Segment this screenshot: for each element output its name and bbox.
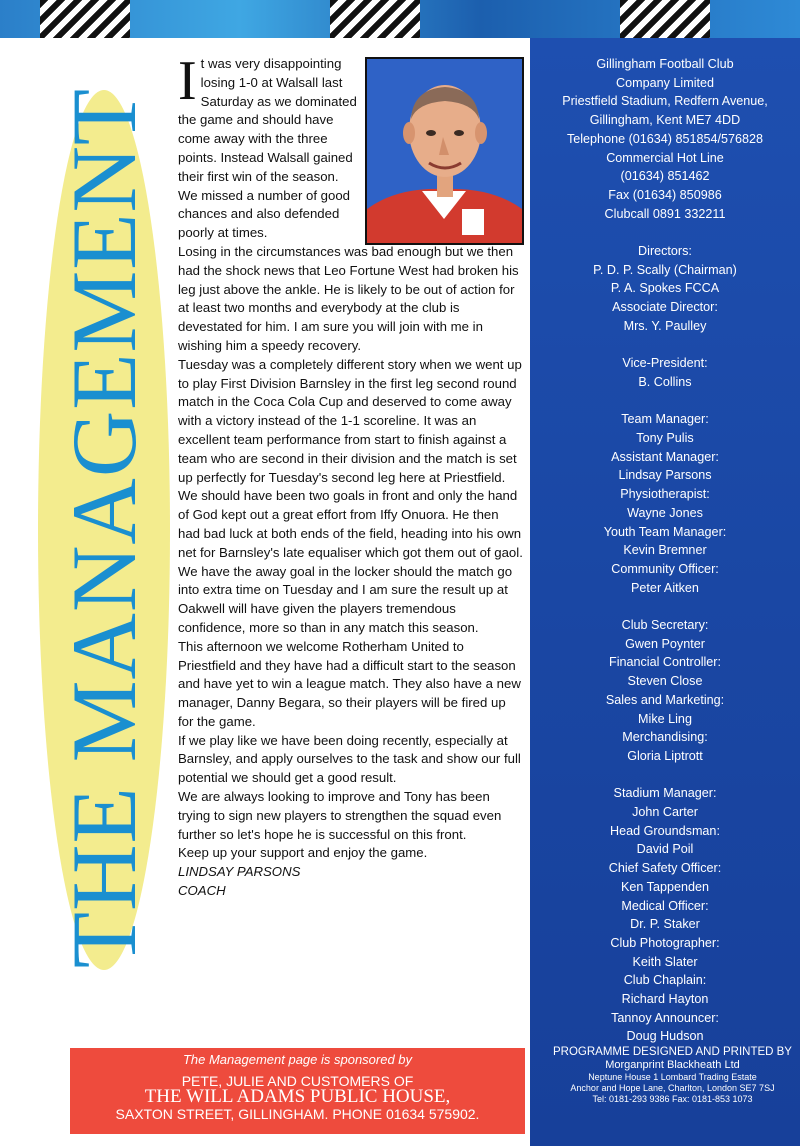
info-line: Merchandising: [622, 730, 708, 745]
info-line: Team Manager: [621, 412, 709, 427]
info-line: Club Chaplain: [623, 973, 707, 988]
info-line: Ken Tappenden [620, 879, 709, 894]
club-team-staff [545, 410, 785, 597]
info-line: Peter Aitken [631, 580, 699, 595]
info-line: Steven Close [627, 674, 703, 689]
info-line: Youth Team Manager: [603, 524, 727, 539]
info-line: Fax (01634) 850986 [608, 187, 722, 202]
club-office-staff [545, 616, 785, 766]
sponsor-pub-name: THE WILL ADAMS PUBLIC HOUSE, [144, 1086, 451, 1107]
info-line: Financial Controller: [609, 655, 721, 670]
spacer [545, 392, 785, 411]
page-title: THE MANAGEMENT [53, 87, 155, 969]
info-line: Stadium Manager: [613, 786, 717, 801]
info-line: Doug Hudson [626, 1029, 704, 1044]
printer-credit [545, 1045, 800, 1105]
spacer [545, 336, 785, 355]
info-line: Mrs. Y. Paulley [623, 318, 707, 333]
info-line: Gloria Liptrott [627, 748, 703, 763]
info-line: Sales and Marketing: [605, 692, 725, 707]
info-line: P. A. Spokes FCCA [610, 281, 720, 296]
info-line: Vice-President: [622, 356, 708, 371]
article-paragraph: Keep up your support and enjoy the game. [178, 845, 428, 861]
info-line: Tony Pulis [636, 431, 694, 446]
sponsor-address: SAXTON STREET, GILLINGHAM. PHONE 01634 575902. [115, 1106, 480, 1122]
signature-name: LINDSAY PARSONS [178, 864, 301, 880]
club-directors [545, 242, 785, 336]
club-address [545, 55, 785, 223]
article-paragraph: This afternoon we welcome Rotherham United to Priestfield and they have had a difficult start to the season and have yet to win a league match. They also have a new manager, Danny Begara, so their players will be fired up for the game. [178, 638, 521, 729]
article-paragraph: We are always looking to improve and Tony has been trying to sign new players to strengthen the squad even further so let's hope he is successful on this front. [178, 789, 502, 842]
printer-contact: Tel: 0181-293 9386 Fax: 0181-853 1073 [592, 1094, 753, 1104]
article-paragraph: We should have been two goals in front and only the hand of God kept out a great effort from Iffy Onuora. He then had bad luck at both ends of the field, heading into his own net for Barnsley's late equaliser which got them out of gaol. [178, 488, 523, 560]
info-line: Priestfield Stadium, Redfern Avenue, [562, 94, 768, 109]
info-line: Dr. P. Staker [630, 917, 700, 932]
article-paragraph: We have the away goal in the locker should the match go into extra time on Tuesday and I am sure the result up at Oakwell will have given the players tremendous confidence, more so than in any match this season. [178, 563, 513, 635]
info-line: David Poil [636, 842, 694, 857]
info-line: Gillingham Football Club [596, 57, 734, 71]
info-line: Directors: [638, 244, 692, 259]
dropcap: I [178, 50, 197, 112]
header-stripe-right [620, 0, 710, 38]
info-line: Lindsay Parsons [618, 468, 712, 483]
sponsor-banner [70, 1048, 525, 1134]
info-line: Gillingham, Kent ME7 4DD [589, 113, 741, 128]
header-band [0, 0, 800, 38]
info-line: Physiotherapist: [620, 487, 710, 502]
info-line: Richard Hayton [621, 992, 709, 1007]
header-stripe-left [40, 0, 130, 38]
info-line: B. Collins [638, 374, 692, 389]
info-line: Telephone (01634) 851854/576828 [566, 131, 764, 146]
article-paragraph: Tuesday was a completely different story when we went up to play First Division Barnsley in the first leg second round match in the Coca Cola Cup and deserved to come away with a victory instead of the 1-1 scoreline. It was an excellent team performance from start to finish against a team who are second in their division and the match is set up perfectly for Tuesday's second leg here at Priestfield. [178, 356, 522, 485]
info-line: Chief Safety Officer: [608, 861, 722, 876]
info-line: (01634) 851462 [620, 169, 710, 184]
info-line: Wayne Jones [627, 505, 703, 520]
info-line: Club Secretary: [621, 618, 709, 633]
info-line: Clubcall 0891 332211 [604, 206, 726, 221]
printer-address-1: Neptune House 1 Lombard Trading Estate [588, 1072, 757, 1082]
info-line: Commercial Hot Line [606, 150, 724, 165]
sponsor-names: PETE, JULIE AND CUSTOMERS OF [181, 1073, 414, 1089]
header-stripe-center [330, 0, 420, 38]
info-line: Company Limited [616, 75, 714, 90]
info-line: Mike Ling [638, 711, 692, 726]
printer-address-2: Anchor and Hope Lane, Charlton, London SE7 7SJ [570, 1083, 775, 1093]
sponsor-intro: The Management page is sponsored by [182, 1052, 413, 1067]
info-line: P. D. P. Scally (Chairman) [593, 262, 737, 277]
printer-heading: PROGRAMME DESIGNED AND PRINTED BY [553, 1046, 792, 1058]
spacer [545, 766, 785, 785]
info-line: Keith Slater [632, 954, 698, 969]
club-stadium-staff [545, 784, 785, 1046]
info-line: Club Photographer: [610, 935, 720, 950]
spacer [545, 223, 785, 242]
info-line: Head Groundsman: [610, 823, 720, 838]
info-line: John Carter [632, 805, 698, 820]
signature-role: COACH [178, 883, 226, 899]
article-body [178, 50, 523, 901]
info-line: Gwen Poynter [625, 636, 705, 651]
info-line: Kevin Bremner [623, 543, 707, 558]
article-intro: t was very disappointing losing 1-0 at Walsall last Saturday as we dominated the game and should have come away with the three points. Instead Walsall gained their first win of the season. We missed a number of good chances and also defended poorly at times. [178, 56, 357, 241]
info-line: Associate Director: [612, 300, 718, 315]
article-paragraph: If we play like we have been doing recently, especially at Barnsley, and apply ourselves to the task and show our full potential we should get a good result. [178, 732, 521, 786]
article-paragraph: Losing in the circumstances was bad enough but we then had the shock news that Leo Fortune West had broken his leg just above the ankle. He is likely to be out of action for at least two months and everybody at the club is devestated for him. I am sure you will join with me in wishing him a speedy recovery. [178, 243, 519, 353]
club-info [545, 55, 785, 1046]
info-line: Assistant Manager: [611, 449, 719, 464]
info-line: Medical Officer: [621, 898, 709, 913]
spacer [545, 597, 785, 616]
info-line: Tannoy Announcer: [611, 1010, 719, 1025]
info-line: Community Officer: [611, 561, 719, 576]
printer-company: Morganprint Blackheath Ltd [605, 1059, 740, 1071]
club-vice-president [545, 354, 785, 391]
